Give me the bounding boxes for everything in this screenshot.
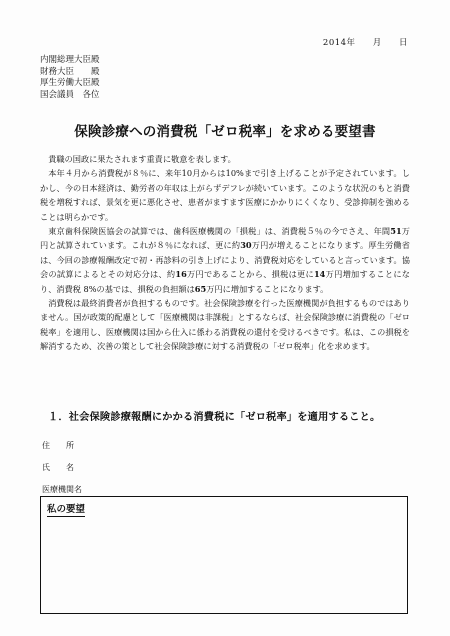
demand-item: １．社会保険診療報酬にかかる消費税に「ゼロ税率」を適用すること。 [48,412,381,423]
text-span: 万円と試算されています。これが８％になれば、更に約 [40,226,410,251]
amount-51: 51 [390,226,402,237]
addressee: 厚生労働大臣殿 [40,78,100,88]
amount-65: 65 [194,283,207,294]
address-field-label[interactable]: 住 所 [42,441,74,450]
date-year: 2014年 [322,38,356,48]
amount-30: 30 [240,240,252,251]
addressee: 国会議員 各位 [40,89,100,100]
amount-14: 14 [313,269,326,280]
date-day: 日 [398,38,408,48]
name-field-label[interactable]: 氏 名 [42,463,74,472]
addressee: 内閣総理大臣殿 [40,55,100,65]
text-span: 東京歯科保険医協会の試算では、歯科医療機関の「損税」は、消費税５％の今でさえ、年間 [48,226,391,237]
text-span: 万円が増えることになります。厚生労働省は、今回の診療報酬改定で初・再診料の引き上げにより、消費税対応をしていると言っています。協会の試算によるとその対応分は、約 [40,240,410,280]
clinic-field-label[interactable]: 医療機関名 [42,485,82,494]
addressee: 財務大臣 殿 [40,66,100,77]
signature-fields [42,435,82,501]
body-paragraph-4: 消費税は最終消費者が負担するものです。社会保険診療を行った医療機関が負担するものではありません。国が政策的配慮として「医療機関は非課税」とするならば、社会保険診療に消費税の「ゼロ税率」を適用し、医療機関は国から仕入に係わる消費税の還付を受けるべきです。私は、この損税を解消するため、次善の策として社会保険診療に対する消費税の「ゼロ税率」化を求めます。 [40,298,410,352]
body-text [40,152,410,354]
addressee-list [40,55,100,101]
request-box-label: 私の要望 [47,501,85,517]
amount-16: 16 [175,269,187,280]
body-paragraph-2: 本年４月から消費税が８％に、来年10月からは10%まで引き上げることが予定されています。しかし、今の日本経済は、勤労者の年収は上がらずデフレが続いています。このような状況のもと消費税を増税すれば、景気を更に悪化させ、患者がますます医療にかかりにくくなり、受診抑制を強めることは明らかです。 [40,168,410,222]
text-span: 万円であることから、損税は更に [186,269,314,280]
text-span: 万円に増加することになります。 [206,283,329,294]
request-box[interactable] [40,496,408,614]
body-paragraph-1: 貴職の国政に果たされます重責に敬意を表します。 [48,154,236,164]
body-paragraph-3 [40,224,410,296]
date-line [323,36,408,48]
text-span: 万円増加することになり、消費税 8%の基では、損税の負担額は [40,269,410,294]
document-title: 保険診療への消費税「ゼロ税率」を求める要望書 [74,124,376,140]
date-month: 月 [372,38,382,48]
